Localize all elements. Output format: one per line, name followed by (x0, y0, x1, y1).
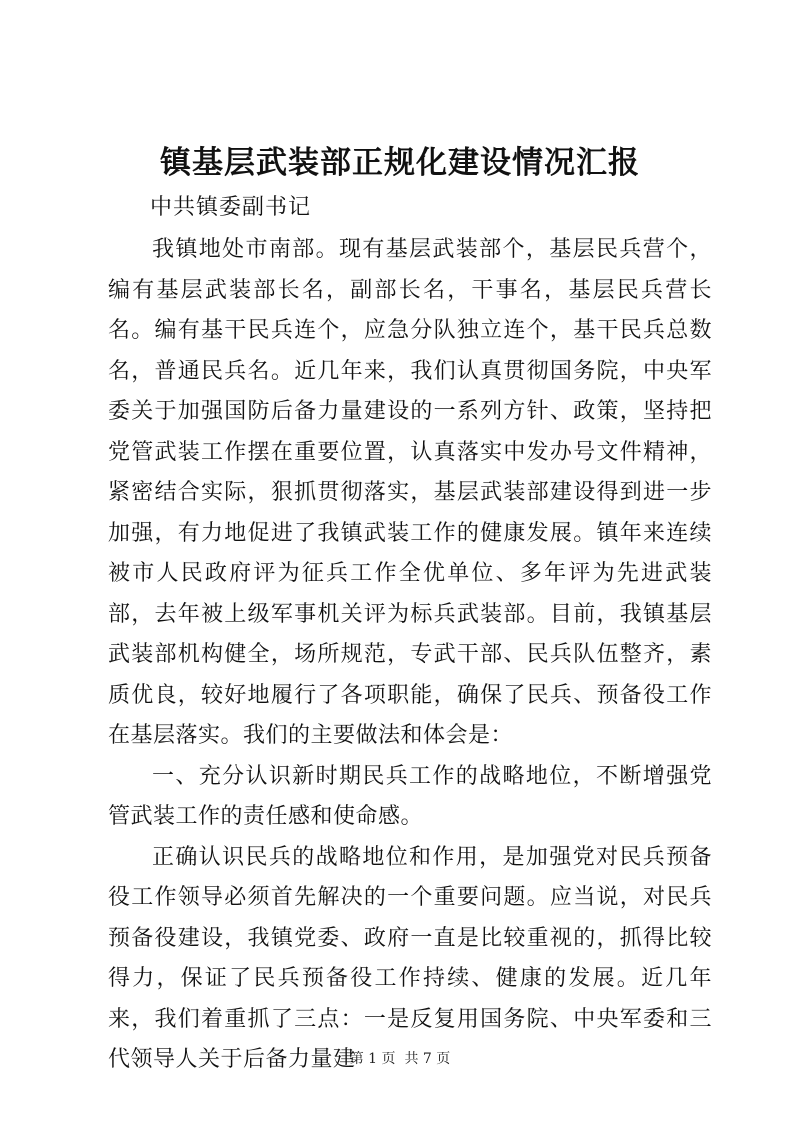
document-author: 中共镇委副书记 (150, 195, 312, 220)
page-number: 第 1 页 共 7 页 (349, 1051, 451, 1067)
document-title: 镇基层武装部正规化建设情况汇报 (160, 145, 640, 181)
document-body (108, 230, 712, 1081)
body-paragraph: 正确认识民兵的战略地位和作用，是加强党对民兵预备役工作领导必须首先解决的一个重要问题。应当说，对民兵预备役建设，我镇党委、政府一直是比较重视的，抓得比较得力，保证了民兵预备役工作持续、健康的发展。近几年来，我们着重抓了三点：一是反复用国务院、中央军委和三代领导人关于后备力量建 (108, 844, 712, 1072)
section-heading: 一、充分认识新时期民兵工作的战略地位，不断增强党管武装工作的责任感和使命感。 (108, 763, 712, 829)
page-footer (0, 1049, 800, 1069)
body-paragraph: 我镇地处市南部。现有基层武装部个，基层民兵营个，编有基层武装部长名，副部长名，干事名，基层民兵营长名。编有基干民兵连个，应急分队独立连个，基干民兵总数名，普通民兵名。近几年来，我们认真贯彻国务院，中央军委关于加强国防后备力量建设的一系列方针、政策，坚持把党管武装工作摆在重要位置，认真落实中发办号文件精神，紧密结合实际，狠抓贯彻落实，基层武装部建设得到进一步加强，有力地促进了我镇武装工作的健康发展。镇年来连续被市人民政府评为征兵工作全优单位、多年评为先进武装部，去年被上级军事机关评为标兵武装部。目前，我镇基层武装部机构健全，场所规范，专武干部、民兵队伍整齐，素质优良，较好地履行了各项职能，确保了民兵、预备役工作在基层落实。我们的主要做法和体会是： (108, 237, 712, 748)
